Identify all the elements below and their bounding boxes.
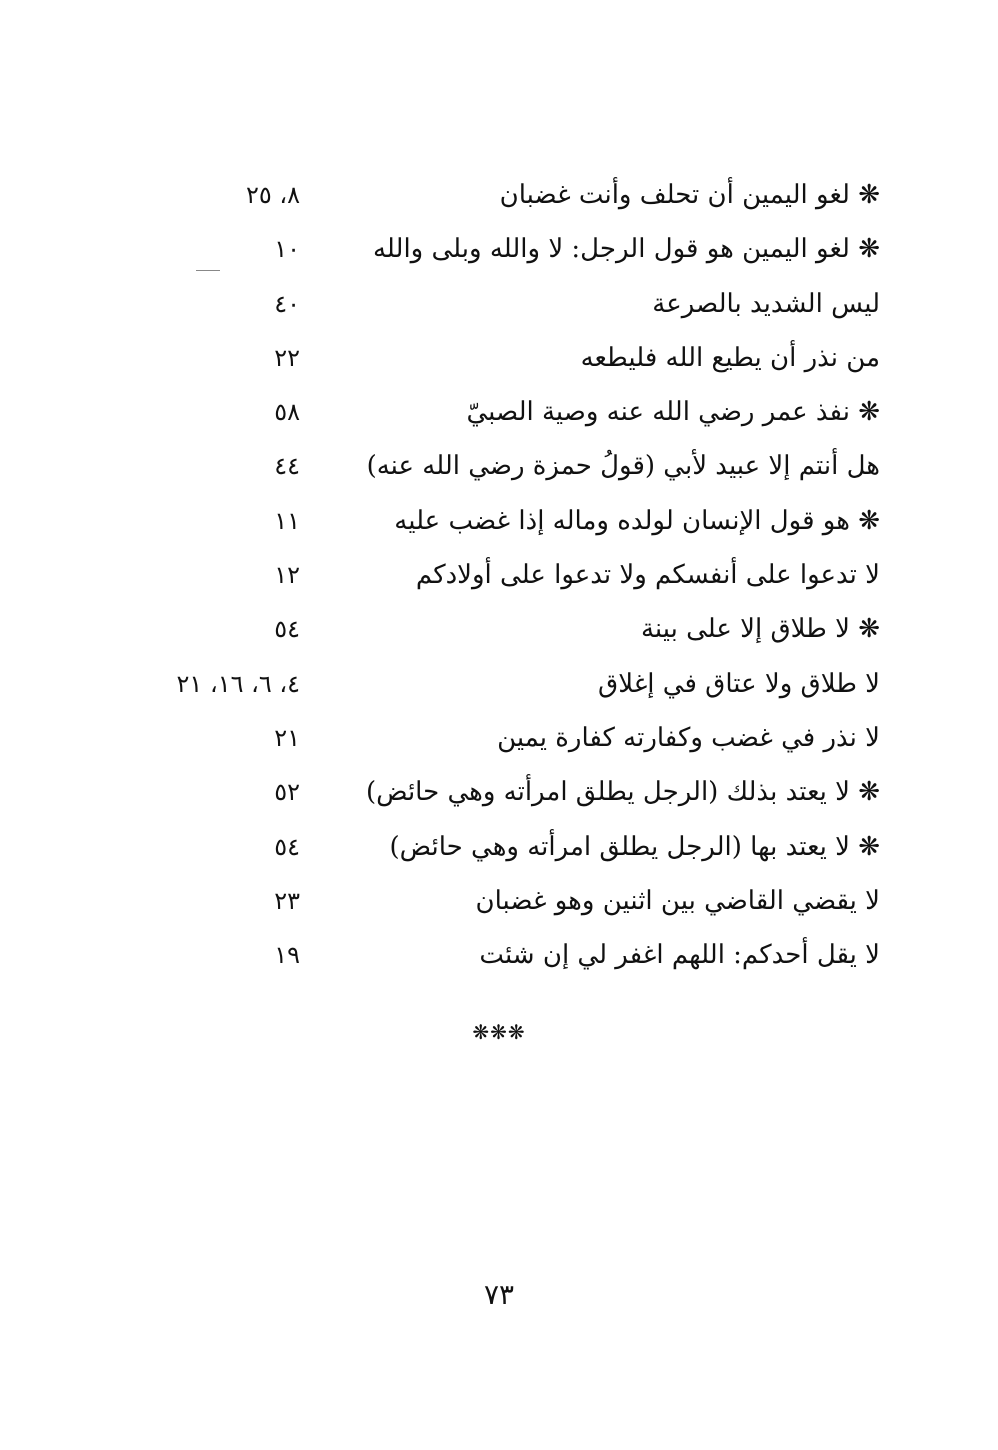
index-entry — [110, 824, 880, 878]
index-entry — [110, 281, 880, 335]
index-entry — [110, 552, 880, 606]
entry-text: لا يقل أحدكم: اللهم اغفر لي إن شئت — [479, 940, 880, 971]
index-entry — [110, 172, 880, 226]
index-entry — [110, 226, 880, 280]
entry-page-refs: ٥٢ — [274, 778, 300, 807]
index-entry — [110, 878, 880, 932]
index-entry — [110, 661, 880, 715]
entry-text: لا يقضي القاضي بين اثنين وهو غضبان — [475, 885, 880, 916]
index-entry — [110, 932, 880, 986]
entry-page-refs: ١١ — [274, 506, 300, 535]
entry-page-refs: ٢١ — [274, 723, 300, 752]
index-entry — [110, 606, 880, 660]
entry-page-refs: ٢٢ — [274, 343, 300, 372]
index-entry — [110, 389, 880, 443]
entry-text: هل أنتم إلا عبيد لأبي (قولُ حمزة رضي الله عنه) — [366, 451, 880, 482]
entry-page-refs: ٤٤ — [274, 452, 300, 481]
index-entry — [110, 443, 880, 497]
index-entry — [110, 498, 880, 552]
entry-text: من نذر أن يطيع الله فليطعه — [580, 342, 880, 373]
index-entry — [110, 335, 880, 389]
entry-text: ليس الشديد بالصرعة — [652, 288, 880, 319]
entry-text: ❋ لا يعتد بها (الرجل يطلق امرأته وهي حائض) — [389, 831, 880, 862]
entry-page-refs: ١٢ — [274, 561, 300, 590]
index-entry — [110, 769, 880, 823]
page-number: ٧٣ — [483, 1278, 515, 1311]
entry-page-refs: ٤، ٦، ١٦، ٢١ — [176, 669, 300, 698]
entry-text: لا طلاق ولا عتاق في إغلاق — [598, 668, 880, 699]
index-entry — [110, 715, 880, 769]
entry-page-refs: ٢٣ — [274, 886, 300, 915]
entry-page-refs: ٥٤ — [274, 615, 300, 644]
section-separator: ❋❋❋ — [472, 1020, 526, 1044]
entry-page-refs: ٨، ٢٥ — [245, 181, 300, 209]
entry-page-refs: ١٩ — [274, 941, 300, 970]
entry-text: ❋ لا طلاق إلا على بينة — [640, 614, 880, 645]
entry-text: ❋ لا يعتد بذلك (الرجل يطلق امرأته وهي حائض) — [365, 777, 880, 808]
index-list — [110, 172, 880, 986]
entry-text: ❋ لغو اليمين أن تحلف وأنت غضبان — [499, 180, 880, 210]
entry-page-refs: ٥٨ — [274, 398, 300, 427]
entry-page-refs: ٤٠ — [274, 289, 300, 318]
entry-text: لا تدعوا على أنفسكم ولا تدعوا على أولادكم — [415, 560, 880, 591]
entry-page-refs: ٥٤ — [274, 832, 300, 861]
entry-text: ❋ لغو اليمين هو قول الرجل: لا والله وبلى والله — [372, 234, 880, 265]
entry-text: ❋ هو قول الإنسان لولده وماله إذا غضب عليه — [394, 505, 880, 536]
entry-text: ❋ نفذ عمر رضي الله عنه وصية الصبيّ — [466, 397, 880, 428]
entry-page-refs: ١٠ — [274, 235, 300, 264]
entry-text: لا نذر في غضب وكفارته كفارة يمين — [497, 722, 880, 753]
